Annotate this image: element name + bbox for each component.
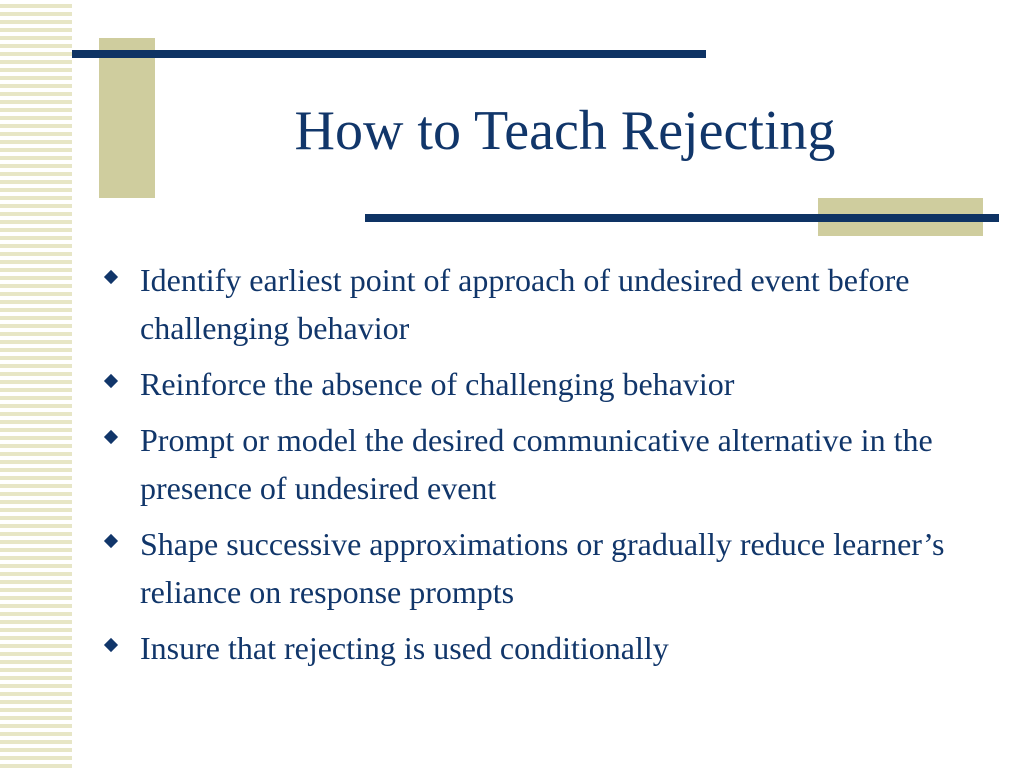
bullet-item [100, 360, 980, 408]
decorative-tan-block-top [99, 38, 155, 198]
bullet-item [100, 416, 980, 512]
diamond-bullet-icon [104, 374, 118, 388]
bullet-text: Prompt or model the desired communicative alternative in the presence of undesired event [140, 422, 933, 506]
decorative-stripe-band [0, 0, 72, 768]
bullet-text: Identify earliest point of approach of undesired event before challenging behavior [140, 262, 910, 346]
bullet-item [100, 520, 980, 616]
diamond-bullet-icon [104, 638, 118, 652]
diamond-bullet-icon [104, 430, 118, 444]
decorative-rule-bottom [365, 214, 999, 222]
decorative-rule-top [72, 50, 706, 58]
bullet-list [100, 256, 980, 680]
diamond-bullet-icon [104, 270, 118, 284]
bullet-text: Shape successive approximations or gradually reduce learner’s reliance on response prompts [140, 526, 945, 610]
bullet-item [100, 256, 980, 352]
diamond-bullet-icon [104, 534, 118, 548]
bullet-text: Insure that rejecting is used conditionally [140, 630, 669, 666]
bullet-text: Reinforce the absence of challenging behavior [140, 366, 735, 402]
slide-title: How to Teach Rejecting [294, 100, 836, 162]
bullet-item [100, 624, 980, 672]
